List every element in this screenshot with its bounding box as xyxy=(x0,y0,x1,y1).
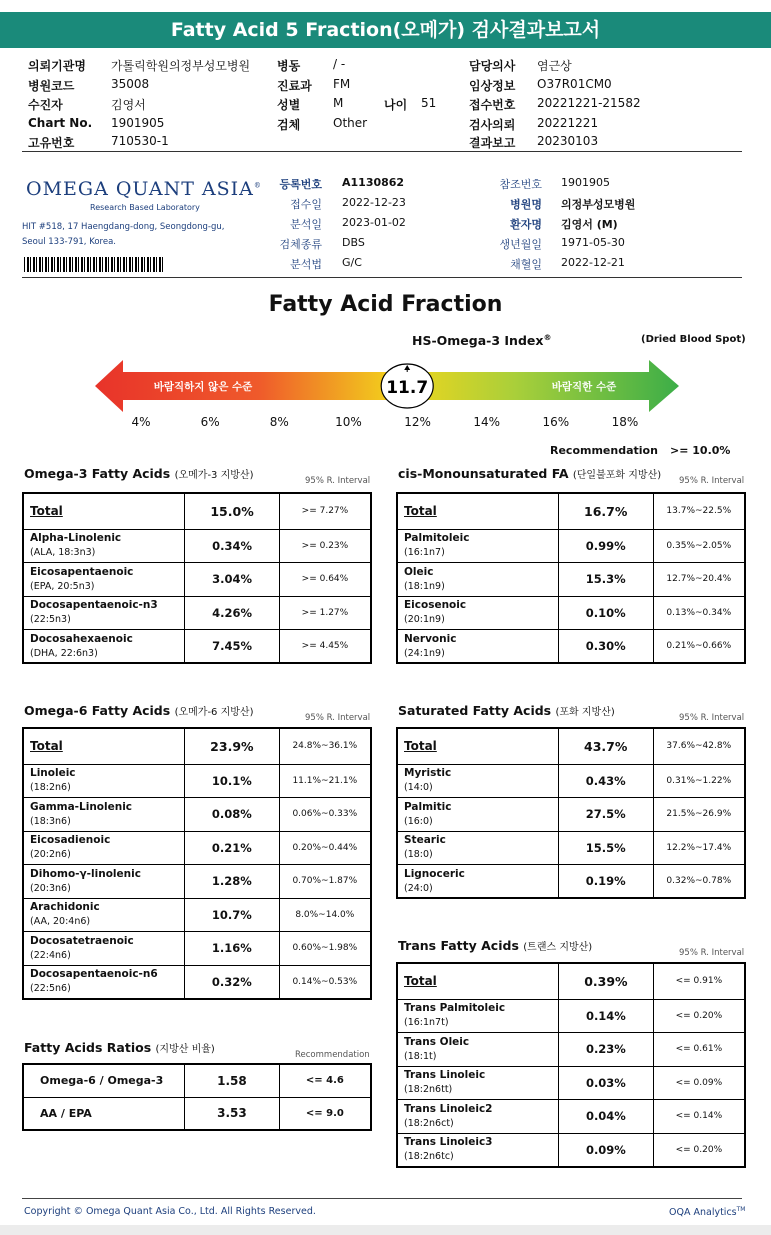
omega3-title-sub: (오메가-3 지방산) xyxy=(174,470,254,481)
ratios-title xyxy=(24,1040,215,1055)
acid-name-cell xyxy=(397,1100,559,1134)
acid-name: Eicosapentaenoic xyxy=(30,565,134,578)
specimen-field-label: 참조번호 xyxy=(499,178,542,191)
acid-name: Palmitic xyxy=(404,800,452,813)
acid-name-cell xyxy=(397,798,558,832)
trans-total-range: <= 0.91% xyxy=(653,963,745,999)
scale-tick-label: 14% xyxy=(473,415,501,429)
acid-value: 10.1% xyxy=(185,764,280,798)
acid-name-cell xyxy=(23,596,185,630)
acid-code: (18:2n6ct) xyxy=(404,1117,454,1129)
acid-range: <= 0.20% xyxy=(653,1133,745,1167)
acid-name-cell xyxy=(23,798,185,832)
acid-name: Gamma-Linolenic xyxy=(30,800,133,813)
acid-range: 12.7%~20.4% xyxy=(653,563,745,597)
specimen-field-label: 등록번호 xyxy=(279,178,322,191)
specimen-field-label: 병원명 xyxy=(510,198,542,211)
table-row xyxy=(397,865,745,899)
patient-field-label: 수진자 xyxy=(28,98,63,112)
omega3-total-name: Total xyxy=(23,493,185,529)
patient-field-value: Other xyxy=(333,116,368,130)
omega6-table xyxy=(22,727,372,1000)
acid-value: 0.43% xyxy=(558,764,653,798)
acid-name-cell xyxy=(397,529,558,563)
acid-value: 15.5% xyxy=(558,831,653,865)
specimen-field-value: 2022-12-21 xyxy=(561,256,625,269)
acid-value: 0.19% xyxy=(558,865,653,899)
mono-title-main: cis-Monounsaturated FA xyxy=(398,466,569,481)
mono-total-range: 13.7%~22.5% xyxy=(653,493,745,529)
omega6-title-sub: (오메가-6 지방산) xyxy=(174,707,254,718)
table-row xyxy=(23,965,371,999)
patient-field-value: 710530-1 xyxy=(111,134,169,148)
acid-name-cell xyxy=(397,1066,559,1100)
ratios-table xyxy=(22,1063,372,1131)
table-row xyxy=(397,529,745,563)
omega6-total-row xyxy=(23,728,371,764)
acid-value: 0.14% xyxy=(559,999,654,1033)
acid-name: Trans Linoleic3 xyxy=(404,1136,493,1148)
acid-value: 4.26% xyxy=(185,596,280,630)
ratio-value: 1.58 xyxy=(185,1064,280,1097)
saturated-title-main: Saturated Fatty Acids xyxy=(398,703,552,718)
acid-range: <= 0.20% xyxy=(653,999,745,1033)
ratios-title-main: Fatty Acids Ratios xyxy=(24,1040,152,1055)
patient-field-value: 35008 xyxy=(111,77,150,91)
ratios-rec-label: Recommendation xyxy=(295,1050,370,1060)
specimen-field-value: 1901905 xyxy=(561,176,610,189)
scale-tick-label: 16% xyxy=(542,415,570,429)
omega3-table xyxy=(22,492,372,664)
acid-code: (18:2n6tt) xyxy=(404,1084,453,1096)
acid-value: 0.21% xyxy=(185,831,280,865)
table-row xyxy=(23,764,371,798)
omega3-total-row xyxy=(23,493,371,529)
acid-range: 21.5%~26.9% xyxy=(653,798,745,832)
report-title-banner: Fatty Acid 5 Fraction(오메가) 검사결과보고서 xyxy=(0,12,771,48)
acid-range: <= 0.61% xyxy=(653,1033,745,1067)
table-row xyxy=(23,798,371,832)
ratio-name: AA / EPA xyxy=(23,1097,185,1130)
acid-name: Docosapentaenoic-n6 xyxy=(30,968,158,980)
acid-code: (18:0) xyxy=(404,849,433,861)
acid-range: 0.31%~1.22% xyxy=(653,764,745,798)
patient-field-label: 고유번호 xyxy=(28,136,75,150)
acid-range: 0.32%~0.78% xyxy=(653,865,745,899)
table-row xyxy=(23,1097,371,1130)
acid-code: (AA, 20:4n6) xyxy=(30,916,91,928)
omega6-total-value: 23.9% xyxy=(185,728,280,764)
scale-tick-label: 18% xyxy=(611,415,639,429)
acid-name-cell xyxy=(397,999,559,1033)
specimen-field-value: G/C xyxy=(342,256,362,269)
acid-code: (16:0) xyxy=(404,815,433,827)
trans-title-sub: (트랜스 지방산) xyxy=(523,942,593,953)
acid-range: 11.1%~21.1% xyxy=(279,764,371,798)
table-row xyxy=(397,563,745,597)
acid-range: >= 0.64% xyxy=(279,563,371,597)
acid-code: (22:5n6) xyxy=(30,983,71,994)
saturated-total-row xyxy=(397,728,745,764)
acid-name: Trans Palmitoleic xyxy=(404,1002,506,1015)
patient-field-value: 20221221 xyxy=(537,116,599,130)
acid-range: 0.35%~2.05% xyxy=(653,529,745,563)
table-row xyxy=(397,630,745,664)
specimen-field-label: 분석법 xyxy=(290,258,322,271)
acid-value: 0.30% xyxy=(558,630,653,664)
specimen-field-value: A1130862 xyxy=(342,176,405,189)
table-row xyxy=(397,1100,745,1134)
specimen-field-value: 2022-12-23 xyxy=(342,196,406,209)
acid-value: 0.99% xyxy=(558,529,653,563)
acid-value: 0.32% xyxy=(185,965,280,999)
omega6-interval-label: 95% R. Interval xyxy=(305,713,371,723)
ratio-range: <= 4.6 xyxy=(279,1064,371,1097)
patient-field-label: 병동 xyxy=(277,59,301,73)
acid-name: Oleic xyxy=(404,565,434,578)
acid-name-cell xyxy=(397,1033,559,1067)
omega3-index-gauge xyxy=(0,350,771,420)
omega3-total-range: >= 7.27% xyxy=(279,493,371,529)
specimen-field-value: 1971-05-30 xyxy=(561,236,625,249)
mono-total-value: 16.7% xyxy=(558,493,653,529)
omega6-title-main: Omega-6 Fatty Acids xyxy=(24,703,171,718)
acid-name: Docosahexaenoic xyxy=(30,632,133,645)
acid-range: >= 0.23% xyxy=(279,529,371,563)
acid-code: (22:5n3) xyxy=(30,614,71,626)
acid-code: (ALA, 18:3n3) xyxy=(30,547,96,559)
table-row xyxy=(23,630,371,664)
barcode xyxy=(24,257,164,272)
patient-field-value: / - xyxy=(333,57,346,71)
acid-value: 0.03% xyxy=(559,1066,654,1100)
omega6-total-range: 24.8%~36.1% xyxy=(279,728,371,764)
omega3-index-label: HS-Omega-3 Index® xyxy=(412,333,552,349)
trans-total-row xyxy=(397,963,745,999)
acid-value: 3.04% xyxy=(185,563,280,597)
table-row xyxy=(397,1066,745,1100)
acid-name-cell xyxy=(397,1133,559,1167)
table-row xyxy=(23,1064,371,1097)
specimen-field-value: 의정부성모병원 xyxy=(561,198,636,211)
sample-type-label: (Dried Blood Spot) xyxy=(641,334,746,345)
mono-interval-label: 95% R. Interval xyxy=(679,476,745,486)
acid-range: >= 4.45% xyxy=(279,630,371,664)
saturated-interval-label: 95% R. Interval xyxy=(679,713,745,723)
acid-range: >= 1.27% xyxy=(279,596,371,630)
acid-name: Docosapentaenoic-n3 xyxy=(30,599,158,612)
acid-code: (20:2n6) xyxy=(30,849,71,861)
table-row xyxy=(397,798,745,832)
acid-value: 10.7% xyxy=(185,898,280,932)
gauge-good-label: 바람직한 수준 xyxy=(551,381,617,393)
acid-name-cell xyxy=(397,831,558,865)
acid-value: 0.09% xyxy=(559,1133,654,1167)
recommendation-label: Recommendation xyxy=(550,444,658,457)
scale-tick-label: 12% xyxy=(404,415,431,429)
omega3-total-value: 15.0% xyxy=(185,493,280,529)
copyright: Copyright © Omega Quant Asia Co., Ltd. All Rights Reserved. xyxy=(24,1206,316,1217)
patient-field-value: 김영서 xyxy=(111,98,146,112)
acid-code: (20:3n6) xyxy=(30,882,71,894)
acid-range: 0.21%~0.66% xyxy=(653,630,745,664)
table-row xyxy=(23,898,371,932)
report-section-title: Fatty Acid Fraction xyxy=(268,292,503,317)
acid-name: Lignoceric xyxy=(404,867,465,880)
acid-name: Stearic xyxy=(404,834,446,847)
patient-field-label: 결과보고 xyxy=(469,136,516,150)
patient-field-value: M xyxy=(333,96,344,110)
patient-field-label: 병원코드 xyxy=(28,79,75,93)
specimen-field-label: 접수일 xyxy=(290,198,322,211)
brand: OQA Analytics™ xyxy=(669,1206,746,1219)
patient-field-value: O37R01CM0 xyxy=(537,77,612,91)
acid-name-cell xyxy=(23,831,185,865)
specimen-field-value: 김영서 (M) xyxy=(561,218,618,231)
specimen-field-value: DBS xyxy=(342,236,365,249)
ratio-value: 3.53 xyxy=(185,1097,280,1130)
page-bottom-band xyxy=(0,1225,771,1235)
recommendation-value: >= 10.0% xyxy=(670,444,731,457)
acid-name: Myristic xyxy=(404,767,452,780)
table-row xyxy=(23,563,371,597)
acid-value: 0.10% xyxy=(558,596,653,630)
acid-name: Eicosadienoic xyxy=(30,834,111,847)
table-row xyxy=(23,865,371,899)
saturated-total-range: 37.6%~42.8% xyxy=(653,728,745,764)
acid-code: (14:0) xyxy=(404,782,433,794)
patient-field-label: Chart No. xyxy=(28,116,93,130)
ratio-range: <= 9.0 xyxy=(279,1097,371,1130)
saturated-table xyxy=(396,727,746,899)
lab-address: HIT #518, 17 Haengdang-dong, Seongdong-gu, Seoul 133-791, Korea. xyxy=(22,222,225,247)
acid-range: 12.2%~17.4% xyxy=(653,831,745,865)
acid-name-cell xyxy=(23,764,185,798)
specimen-field-label: 분석일 xyxy=(290,218,322,231)
acid-name-cell xyxy=(23,898,185,932)
age-value: 51 xyxy=(421,96,437,110)
acid-name-cell xyxy=(397,563,558,597)
acid-name-cell xyxy=(397,865,558,899)
acid-name: Eicosenoic xyxy=(404,599,467,612)
gauge-bad-label: 바람직하지 않은 수준 xyxy=(153,381,253,393)
patient-field-value: 20221221-21582 xyxy=(537,96,641,110)
mono-title xyxy=(398,466,661,481)
omega3-title-main: Omega-3 Fatty Acids xyxy=(24,466,171,481)
acid-code: (24:1n9) xyxy=(404,647,445,659)
acid-value: 15.3% xyxy=(558,563,653,597)
table-row xyxy=(397,831,745,865)
acid-name-cell xyxy=(23,932,185,966)
scale-tick-label: 8% xyxy=(269,415,289,429)
acid-name: Trans Oleic xyxy=(404,1035,470,1048)
acid-range: 0.20%~0.44% xyxy=(279,831,371,865)
omega6-total-name: Total xyxy=(23,728,185,764)
acid-code: (18:3n6) xyxy=(30,815,71,827)
omega3-title xyxy=(24,466,253,481)
ratios-title-sub: (지방산 비율) xyxy=(155,1044,215,1055)
omega6-title xyxy=(24,703,253,718)
table-row xyxy=(23,529,371,563)
trans-total-value: 0.39% xyxy=(559,963,654,999)
saturated-title-sub: (포화 지방산) xyxy=(555,707,615,718)
patient-field-label: 접수번호 xyxy=(469,98,516,112)
patient-field-label: 담당의사 xyxy=(469,59,516,73)
lab-tagline: Research Based Laboratory xyxy=(90,203,200,212)
acid-code: (24:0) xyxy=(404,882,433,894)
table-row xyxy=(397,1033,745,1067)
table-row xyxy=(397,596,745,630)
saturated-total-value: 43.7% xyxy=(558,728,653,764)
saturated-title xyxy=(398,703,615,718)
acid-value: 7.45% xyxy=(185,630,280,664)
acid-code: (18:1t) xyxy=(404,1050,437,1062)
acid-value: 0.08% xyxy=(185,798,280,832)
specimen-field-value: 2023-01-02 xyxy=(342,216,406,229)
patient-field-label: 검체 xyxy=(277,118,301,132)
patient-field-value: FM xyxy=(333,77,351,91)
acid-range: 0.60%~1.98% xyxy=(279,932,371,966)
footer-divider xyxy=(22,1198,742,1199)
patient-field-label: 임상정보 xyxy=(469,79,516,93)
patient-field-label: 검사의뢰 xyxy=(469,118,516,132)
scale-tick-label: 4% xyxy=(131,415,151,429)
acid-range: 0.14%~0.53% xyxy=(279,965,371,999)
patient-field-value: 1901905 xyxy=(111,116,165,130)
trans-table xyxy=(396,962,746,1168)
acid-range: 0.70%~1.87% xyxy=(279,865,371,899)
acid-name: Docosatetraenoic xyxy=(30,934,134,947)
acid-code: (EPA, 20:5n3) xyxy=(30,580,95,592)
acid-name: Arachidonic xyxy=(30,901,100,914)
acid-value: 0.23% xyxy=(559,1033,654,1067)
mono-title-sub: (단일불포화 지방산) xyxy=(572,470,662,481)
specimen-field-label: 채혈일 xyxy=(510,258,542,271)
acid-name: Dihomo-γ-linolenic xyxy=(30,867,141,880)
acid-name-cell xyxy=(23,965,185,999)
acid-range: 0.13%~0.34% xyxy=(653,596,745,630)
table-row xyxy=(397,999,745,1033)
index-marker xyxy=(381,364,433,408)
acid-value: 0.34% xyxy=(185,529,280,563)
scale-tick-label: 10% xyxy=(335,415,362,429)
acid-code: (16:1n7) xyxy=(404,547,445,559)
specimen-field-label: 환자명 xyxy=(510,218,542,231)
acid-code: (18:1n9) xyxy=(404,580,445,592)
omega3-interval-label: 95% R. Interval xyxy=(305,476,371,486)
acid-name: Nervonic xyxy=(404,632,457,645)
divider xyxy=(22,277,742,278)
mono-total-name: Total xyxy=(397,493,558,529)
patient-field-value: 가톨릭학원의정부성모병원 xyxy=(111,59,251,73)
lab-logo: OMEGA QUANT ASIA® xyxy=(26,178,262,200)
acid-name-cell xyxy=(397,630,558,664)
acid-value: 27.5% xyxy=(558,798,653,832)
acid-name-cell xyxy=(23,563,185,597)
acid-name-cell xyxy=(23,630,185,664)
trans-title xyxy=(398,938,592,953)
acid-name: Trans Linoleic xyxy=(404,1069,486,1082)
acid-code: (16:1n7t) xyxy=(404,1017,449,1029)
acid-name: Linoleic xyxy=(30,767,76,780)
divider xyxy=(22,151,742,152)
table-row xyxy=(397,1133,745,1167)
acid-code: (20:1n9) xyxy=(404,614,445,626)
patient-field-value: 염근상 xyxy=(537,59,572,73)
age-label: 나이 xyxy=(384,98,408,112)
specimen-field-label: 생년월일 xyxy=(499,238,542,251)
table-row xyxy=(23,932,371,966)
patient-field-label: 성별 xyxy=(277,98,301,112)
index-value: 11.7 xyxy=(386,378,429,398)
acid-range: <= 0.09% xyxy=(653,1066,745,1100)
scale-tick-label: 6% xyxy=(200,415,220,429)
patient-field-label: 진료과 xyxy=(277,79,312,93)
acid-range: 0.06%~0.33% xyxy=(279,798,371,832)
patient-field-label: 의뢰기관명 xyxy=(28,59,86,73)
acid-code: (DHA, 22:6n3) xyxy=(30,647,98,659)
acid-name-cell xyxy=(397,596,558,630)
saturated-total-name: Total xyxy=(397,728,558,764)
acid-name: Palmitoleic xyxy=(404,532,470,545)
acid-name-cell xyxy=(397,764,558,798)
trans-interval-label: 95% R. Interval xyxy=(679,948,745,958)
acid-code: (18:2n6) xyxy=(30,782,71,794)
acid-value: 1.28% xyxy=(185,865,280,899)
acid-code: (22:4n6) xyxy=(30,949,71,961)
acid-range: <= 0.14% xyxy=(653,1100,745,1134)
trans-total-name: Total xyxy=(397,963,559,999)
acid-name-cell xyxy=(23,529,185,563)
ratio-name: Omega-6 / Omega-3 xyxy=(23,1064,185,1097)
acid-value: 0.04% xyxy=(559,1100,654,1134)
acid-name: Alpha-Linolenic xyxy=(30,532,122,545)
specimen-field-label: 검체종류 xyxy=(279,238,322,251)
acid-name: Trans Linoleic2 xyxy=(404,1102,493,1115)
table-row xyxy=(397,764,745,798)
trans-title-main: Trans Fatty Acids xyxy=(398,938,519,953)
acid-value: 1.16% xyxy=(185,932,280,966)
table-row xyxy=(23,831,371,865)
table-row xyxy=(23,596,371,630)
acid-code: (18:2n6tc) xyxy=(404,1151,454,1162)
patient-field-value: 20230103 xyxy=(537,134,599,148)
mono-total-row xyxy=(397,493,745,529)
mono-table xyxy=(396,492,746,664)
acid-range: 8.0%~14.0% xyxy=(279,898,371,932)
acid-name-cell xyxy=(23,865,185,899)
